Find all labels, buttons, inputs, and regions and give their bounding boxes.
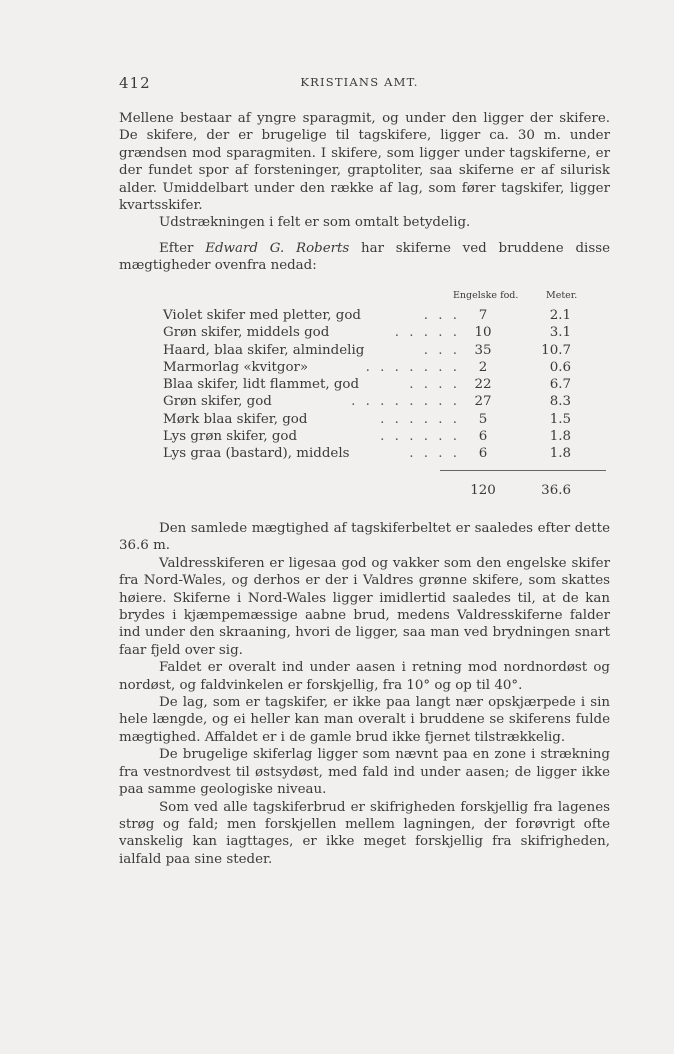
row-meter: 1.8	[549, 446, 571, 462]
paragraph: Faldet er overalt ind under aasen i retning mod nordnordøst og nordøst, og faldvinkelen er forskjellig, fra 10° og op til 40°.	[119, 660, 610, 693]
table-row	[163, 307, 603, 324]
row-label: Violet skifer med pletter, god	[163, 308, 361, 323]
row-meter: 8.3	[549, 394, 571, 410]
roberts-prefix: Efter	[159, 240, 206, 256]
leader-dots: . . . . . . . .	[351, 394, 460, 410]
sum-rule	[440, 470, 606, 471]
leader-dots: . . .	[423, 308, 460, 323]
roberts-suffix: har skiferne ved bruddene disse mægtigheder ovenfra nedad:	[119, 240, 610, 274]
table-row	[163, 393, 603, 410]
leader-dots: . . . .	[409, 446, 460, 462]
row-label: Mørk blaa skifer, god	[163, 411, 308, 427]
leader-dots: . . . . . .	[380, 429, 460, 445]
paragraph: Den samlede mægtighed af tagskiferbeltet er saaledes efter dette 36.6 m.	[119, 521, 610, 554]
table-row	[163, 428, 603, 445]
row-label: Lys graa (bastard), middels	[163, 446, 350, 462]
row-feet: 5	[478, 411, 488, 427]
paragraph: Som ved alle tagskiferbrud er skifrigheden forskjellig fra lagenes strøg og fald; men forskjellen mellem lagningen, der forøvrigt ofte vanskelig kan iagttages, er ikke meget forskjellig fra skifrigheden, ialfald paa sine steder.	[119, 799, 610, 867]
row-feet: 6	[478, 446, 488, 462]
row-label: Marmorlag «kvitgor»	[163, 359, 309, 375]
row-label: Haard, blaa skifer, almindelig	[163, 342, 365, 358]
row-feet: 22	[474, 377, 492, 393]
page-header	[119, 74, 610, 94]
row-label: Grøn skifer, god	[163, 394, 272, 410]
paragraph: De lag, som er tagskifer, er ikke paa langt nær opskjærpede i sin hele længde, og ei heller kan man overalt i bruddene se skiferens fulde mægtighed. Affaldet er i de gamle brud ikke fjernet tilstrækkelig.	[119, 695, 610, 745]
paragraph: De brugelige skiferlag ligger som nævnt paa en zone i strækning fra vestnordvest til østsydøst, med fald ind under aasen; de ligger ikke paa samme geologiske niveau.	[119, 747, 610, 798]
paragraph-roberts	[119, 240, 610, 275]
table-row	[163, 324, 603, 341]
table-row	[163, 376, 603, 393]
row-label: Lys grøn skifer, god	[163, 429, 298, 445]
table-row	[163, 411, 603, 428]
row-meter: 2.1	[549, 308, 571, 323]
total-meter: 36.6	[541, 483, 571, 498]
row-meter: 6.7	[549, 377, 571, 393]
leader-dots: . . . . . . .	[365, 359, 460, 375]
table-row	[163, 445, 603, 462]
row-meter: 10.7	[541, 342, 571, 358]
running-title: KRISTIANS AMT.	[300, 75, 419, 89]
row-feet: 2	[478, 359, 488, 375]
row-label: Grøn skifer, middels god	[163, 325, 330, 341]
total-feet: 120	[470, 483, 496, 498]
row-meter: 1.5	[549, 411, 571, 427]
table-row	[163, 342, 603, 359]
row-meter: 3.1	[549, 325, 571, 341]
body-text-bottom	[119, 520, 610, 868]
paragraph: Udstrækningen i felt er som omtalt betydelig.	[159, 215, 471, 231]
author-first-name: Edward G.	[205, 240, 285, 256]
leader-dots: . . .	[423, 342, 460, 358]
row-feet: 10	[474, 325, 492, 341]
leader-dots: . . . . . .	[380, 411, 460, 427]
leader-dots: . . . . .	[394, 325, 460, 341]
column-header-meter: Meter.	[546, 290, 578, 301]
leader-dots: . . . .	[409, 377, 460, 393]
body-text-top	[119, 110, 610, 275]
column-header-feet: Engelske fod.	[453, 290, 519, 301]
row-feet: 7	[478, 308, 488, 323]
table-header	[163, 290, 603, 306]
row-meter: 0.6	[549, 359, 571, 375]
row-label: Blaa skifer, lidt flammet, god	[163, 377, 360, 393]
paragraph: Valdresskiferen er ligesaa god og vakker som den engelske skifer fra Nord-Wales, og derhos er der i Valdres grønne skifere, som skattes høiere. Skiferne i Nord-Wales ligger imidlertid saaledes til, at de kan brydes i kjæmpemæssige aabne brud, medens Valdresskiferne falder ind under den skraaning, hvori de ligger, saa man ved brydningen snart faar fjeld over sig.	[119, 555, 610, 658]
table-row	[163, 359, 603, 376]
row-meter: 1.8	[549, 429, 571, 445]
paragraph: Mellene bestaar af yngre sparagmit, og under den ligger der skifere. De skifere, der er brugelige til tagskifere, ligger ca. 30 m. under grændsen mod sparagmiten. I skifere, som ligger under tagskiferne, er der fundet spor af forsteninger, graptoliter, saa skiferne er af silurisk alder. Umiddelbart under den række af lag, som fører tagskifer, ligger kvartsskifer.	[119, 111, 610, 214]
page-number: 412	[119, 74, 151, 92]
row-feet: 35	[474, 342, 492, 358]
row-feet: 27	[474, 394, 492, 410]
totals-row	[163, 483, 603, 501]
table-rows	[163, 307, 603, 463]
row-feet: 6	[478, 429, 488, 445]
author-last-name: Roberts	[295, 240, 350, 256]
